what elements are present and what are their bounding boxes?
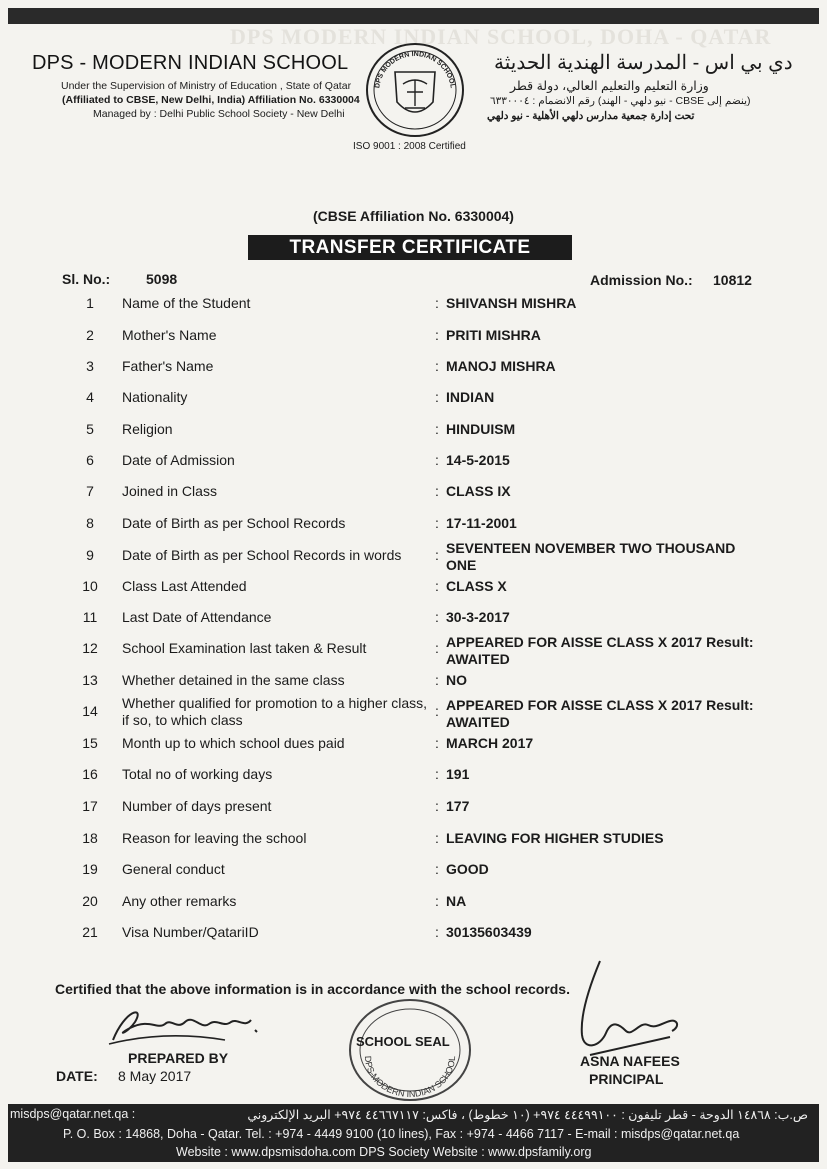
row-colon: : [435, 703, 439, 719]
row-value: HINDUISM [446, 421, 516, 437]
affiliation-text: (Affiliated to CBSE, New Delhi, India) Affiliation No. 6330004 [62, 94, 360, 106]
row-number: 5 [86, 421, 94, 437]
row-label: Class Last Attended [122, 578, 247, 594]
principal-signature [560, 955, 690, 1065]
school-name-ar: دي بي اس - المدرسة الهندية الحديثة [494, 52, 793, 74]
row-value: MANOJ MISHRA [446, 358, 556, 374]
watermark-text: DPS MODERN INDIAN SCHOOL, DOHA - QATAR [230, 24, 772, 49]
row-label: Whether detained in the same class [122, 672, 345, 688]
row-colon: : [435, 830, 439, 846]
row-value: 30135603439 [446, 924, 532, 940]
row-label: Father's Name [122, 358, 214, 374]
row-number: 14 [82, 703, 98, 719]
row-value: APPEARED FOR AISSE CLASS X 2017 Result: AWAITED [446, 634, 754, 667]
row-number: 9 [86, 547, 94, 563]
row-label: Last Date of Attendance [122, 609, 272, 625]
footer-contact: P. O. Box : 14868, Doha - Qatar. Tel. : +974 - 4449 9100 (10 lines), Fax : +974 - 4466 7117 - E-mail : misdps@qatar.net.qa [63, 1127, 740, 1141]
footer-email: misdps@qatar.net.qa : [10, 1107, 136, 1121]
row-number: 17 [82, 798, 98, 814]
row-number: 11 [82, 609, 98, 625]
row-number: 8 [86, 515, 94, 531]
row-value: GOOD [446, 861, 489, 877]
row-colon: : [435, 766, 439, 782]
row-colon: : [435, 578, 439, 594]
row-colon: : [435, 515, 439, 531]
row-value: LEAVING FOR HIGHER STUDIES [446, 830, 664, 846]
row-colon: : [435, 358, 439, 374]
row-number: 13 [82, 672, 98, 688]
row-number: 18 [82, 830, 98, 846]
prepared-by-label: PREPARED BY [128, 1050, 229, 1066]
school-seal-stamp [340, 995, 480, 1105]
row-colon: : [435, 421, 439, 437]
row-colon: : [435, 798, 439, 814]
row-label: Number of days present [122, 798, 272, 814]
row-label: Any other remarks [122, 893, 237, 909]
top-band [8, 8, 819, 24]
row-colon: : [435, 924, 439, 940]
row-label: Mother's Name [122, 327, 217, 343]
row-value: SHIVANSH MISHRA [446, 295, 577, 311]
row-colon: : [435, 672, 439, 688]
row-number: 21 [82, 924, 98, 940]
row-number: 19 [82, 861, 98, 877]
cbse-affiliation: (CBSE Affiliation No. 6330004) [313, 208, 514, 224]
row-number: 16 [82, 766, 98, 782]
ministry-ar: وزارة التعليم والتعليم العالي، دولة قطر [510, 79, 709, 93]
serial-value: 5098 [146, 271, 178, 287]
row-value: APPEARED FOR AISSE CLASS X 2017 Result: AWAITED [446, 697, 754, 730]
row-label: Whether qualified for promotion to a higher class, if so, to which class [122, 695, 428, 728]
affiliation-ar: (ينضم إلى CBSE - نيو دلهي - الهند) رقم الانضمام : ٦٣٣٠٠٠٤ [490, 95, 751, 107]
school-name-en: DPS - MODERN INDIAN SCHOOL [32, 52, 349, 74]
school-seal-label: SCHOOL SEAL [356, 1034, 450, 1049]
managed-by-text: Managed by : Delhi Public School Society - New Delhi [93, 108, 345, 120]
row-number: 15 [82, 735, 98, 751]
school-logo [360, 40, 470, 140]
iso-certification: ISO 9001 : 2008 Certified [353, 141, 466, 152]
row-colon: : [435, 452, 439, 468]
row-label: Month up to which school dues paid [122, 735, 345, 751]
row-number: 7 [86, 483, 94, 499]
row-number: 6 [86, 452, 94, 468]
row-colon: : [435, 735, 439, 751]
row-value: PRITI MISHRA [446, 327, 541, 343]
row-label: Religion [122, 421, 173, 437]
row-colon: : [435, 893, 439, 909]
row-value: NA [446, 893, 467, 909]
row-value: SEVENTEEN NOVEMBER TWO THOUSAND ONE [446, 540, 736, 573]
row-colon: : [435, 547, 439, 563]
row-value: NO [446, 672, 467, 688]
row-label: Visa Number/QatariID [122, 924, 259, 940]
row-number: 10 [82, 578, 98, 594]
row-value: 14-5-2015 [446, 452, 510, 468]
row-value: CLASS IX [446, 483, 511, 499]
document-title: TRANSFER CERTIFICATE [248, 235, 572, 260]
row-label: Name of the Student [122, 295, 251, 311]
row-colon: : [435, 327, 439, 343]
row-label: Nationality [122, 389, 188, 405]
admission-value: 10812 [713, 272, 752, 288]
logo-ring-text: DPS MODERN INDIAN SCHOOL [374, 50, 456, 89]
date-value: 8 May 2017 [118, 1068, 192, 1084]
seal-ring-text: DPS-MODERN INDIAN SCHOOL [362, 1055, 458, 1100]
row-number: 2 [86, 327, 94, 343]
principal-name: ASNA NAFEES [580, 1053, 680, 1069]
row-value: INDIAN [446, 389, 495, 405]
managed-ar: تحت إدارة جمعية مدارس دلهي الأهلية - نيو دلهي [487, 110, 695, 122]
row-value: 177 [446, 798, 470, 814]
serial-label: Sl. No.: [62, 271, 111, 287]
row-colon: : [435, 640, 439, 656]
admission-label: Admission No.: [590, 272, 693, 288]
supervision-text: Under the Supervision of Ministry of Education , State of Qatar [61, 80, 352, 92]
row-label: Date of Birth as per School Records in words [122, 547, 402, 563]
row-value: 191 [446, 766, 470, 782]
row-label: Total no of working days [122, 766, 273, 782]
row-label: Reason for leaving the school [122, 830, 307, 846]
row-number: 3 [86, 358, 94, 374]
row-value: 17-11-2001 [446, 515, 517, 531]
row-label: Date of Admission [122, 452, 235, 468]
row-number: 20 [82, 893, 98, 909]
row-colon: : [435, 861, 439, 877]
date-label: DATE: [56, 1068, 98, 1084]
footer-arabic: ص.ب: ١٤٨٦٨ الدوحة - قطر تليفون : ٤٤٤٩٩١٠٠ ٩٧٤+ (١٠ خطوط) ، فاكس: ٤٤٦٦٧١١٧ ٩٧٤+ البريد الإلكتروني [247, 1108, 808, 1122]
row-label: General conduct [122, 861, 225, 877]
row-label: School Examination last taken & Result [122, 640, 367, 656]
row-value: MARCH 2017 [446, 735, 534, 751]
certification-statement: Certified that the above information is in accordance with the school records. [55, 981, 570, 997]
row-colon: : [435, 483, 439, 499]
row-value: CLASS X [446, 578, 507, 594]
row-number: 4 [86, 389, 94, 405]
row-number: 1 [86, 295, 94, 311]
row-colon: : [435, 389, 439, 405]
row-value: 30-3-2017 [446, 609, 510, 625]
principal-title: PRINCIPAL [589, 1071, 664, 1087]
row-colon: : [435, 609, 439, 625]
row-label: Date of Birth as per School Records [122, 515, 346, 531]
preparer-signature [105, 1000, 270, 1050]
row-number: 12 [82, 640, 98, 656]
footer [8, 1104, 819, 1162]
row-colon: : [435, 295, 439, 311]
footer-websites: Website : www.dpsmisdoha.com DPS Society Website : www.dpsfamily.org [176, 1145, 592, 1159]
row-label: Joined in Class [122, 483, 217, 499]
